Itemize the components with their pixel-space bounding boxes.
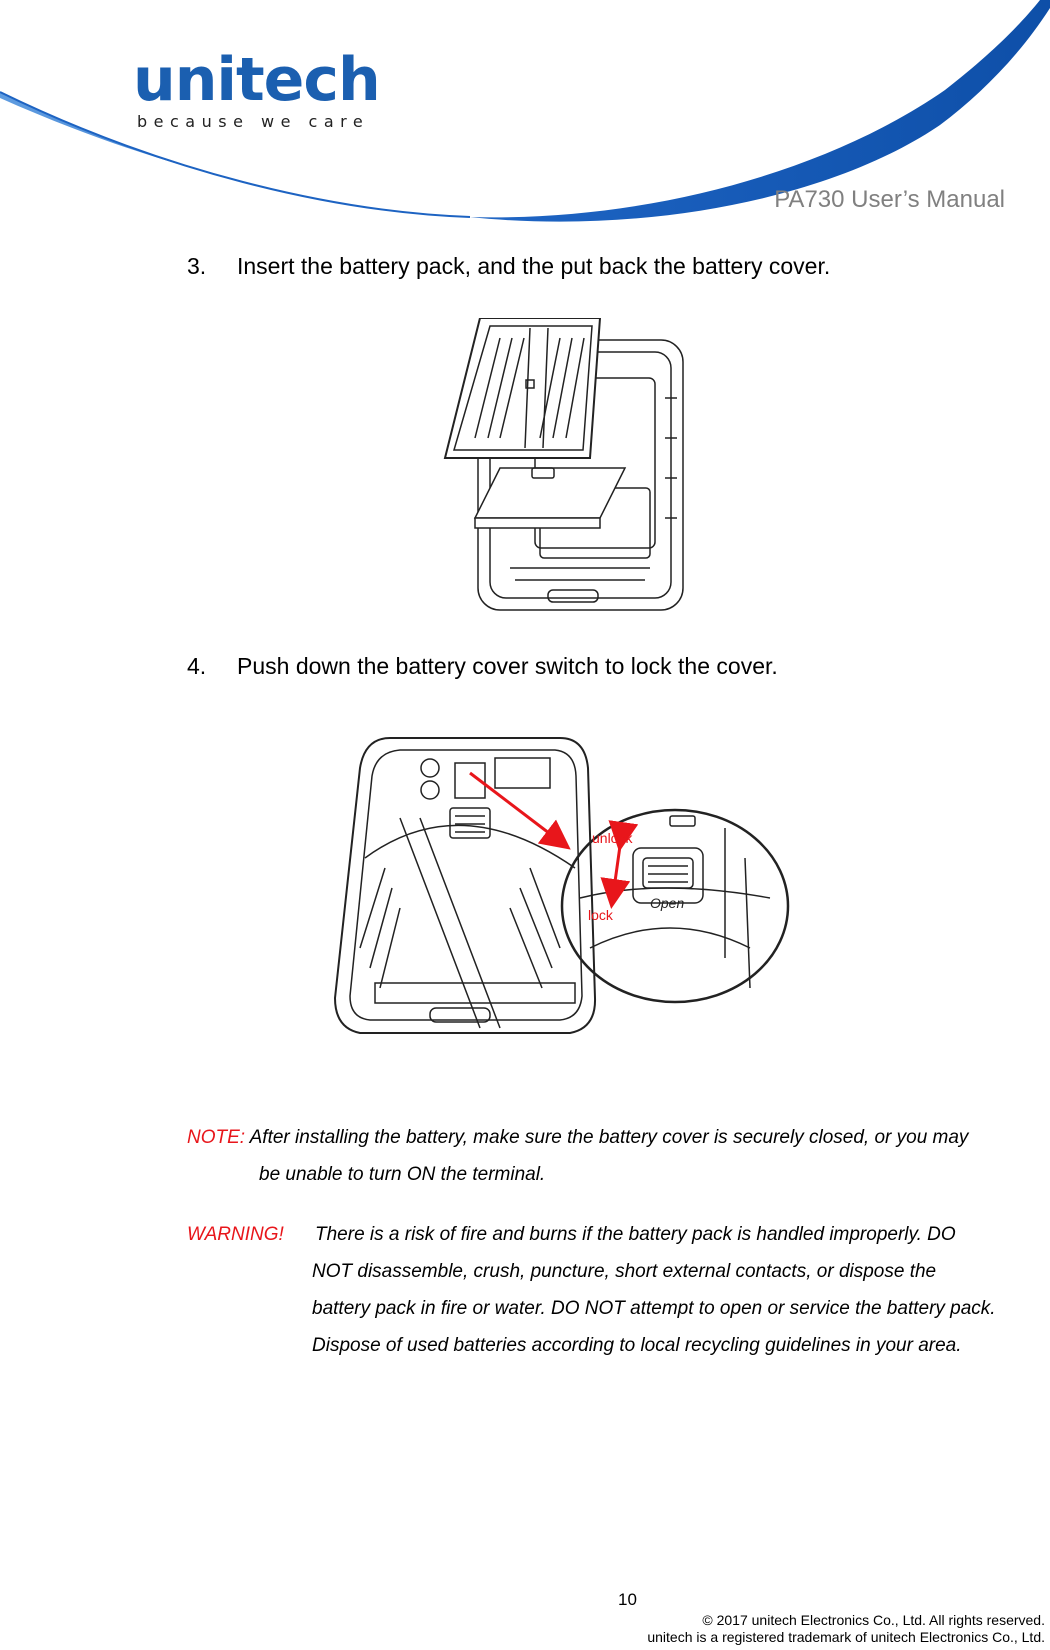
page-number: 10 <box>618 1590 637 1609</box>
note-line-1 <box>187 1119 1047 1156</box>
note-block <box>187 1119 1047 1193</box>
warning-block <box>187 1216 1047 1364</box>
step-number: 4. <box>187 653 207 679</box>
cover-lock-illustration <box>330 728 830 1048</box>
battery-insertion-illustration <box>440 318 710 618</box>
warning-label: WARNING! <box>187 1224 284 1245</box>
unlock-label: unlock <box>592 830 633 846</box>
lock-label: lock <box>588 907 613 923</box>
trademark-text: unitech is a registered trademark of unitech Electronics Co., Ltd. <box>647 1629 1045 1645</box>
copyright-text: © 2017 unitech Electronics Co., Ltd. All rights reserved. <box>702 1612 1045 1628</box>
step-3 <box>187 253 830 280</box>
warning-text-1: There is a risk of fire and burns if the battery pack is handled improperly. DO <box>315 1224 956 1245</box>
logo-tagline: because we care <box>137 112 370 131</box>
warning-line-2 <box>187 1253 1047 1290</box>
manual-title: PA730 User’s Manual <box>774 186 1005 213</box>
warning-line-4 <box>187 1327 1047 1364</box>
unitech-logo <box>133 45 380 131</box>
step-text: Insert the battery pack, and the put back the battery cover. <box>237 253 831 279</box>
warning-line-3 <box>187 1290 1047 1327</box>
step-4 <box>187 653 778 680</box>
warning-text-4: Dispose of used batteries according to local recycling guidelines in your area. <box>312 1335 962 1356</box>
note-text-1: After installing the battery, make sure the battery cover is securely closed, or you may <box>245 1127 969 1148</box>
step-text: Push down the battery cover switch to lock the cover. <box>237 653 778 679</box>
note-label: NOTE: <box>187 1127 246 1148</box>
warning-text-3: battery pack in fire or water. DO NOT attempt to open or service the battery pack. <box>312 1298 996 1319</box>
step-number: 3. <box>187 253 207 279</box>
note-text-2: be unable to turn ON the terminal. <box>259 1164 546 1185</box>
warning-text-2: NOT disassemble, crush, puncture, short external contacts, or dispose the <box>312 1261 937 1282</box>
open-label: Open <box>650 895 685 911</box>
footer <box>647 1612 1045 1646</box>
logo-wordmark: unitech <box>133 45 380 115</box>
warning-line-1 <box>187 1216 1047 1253</box>
